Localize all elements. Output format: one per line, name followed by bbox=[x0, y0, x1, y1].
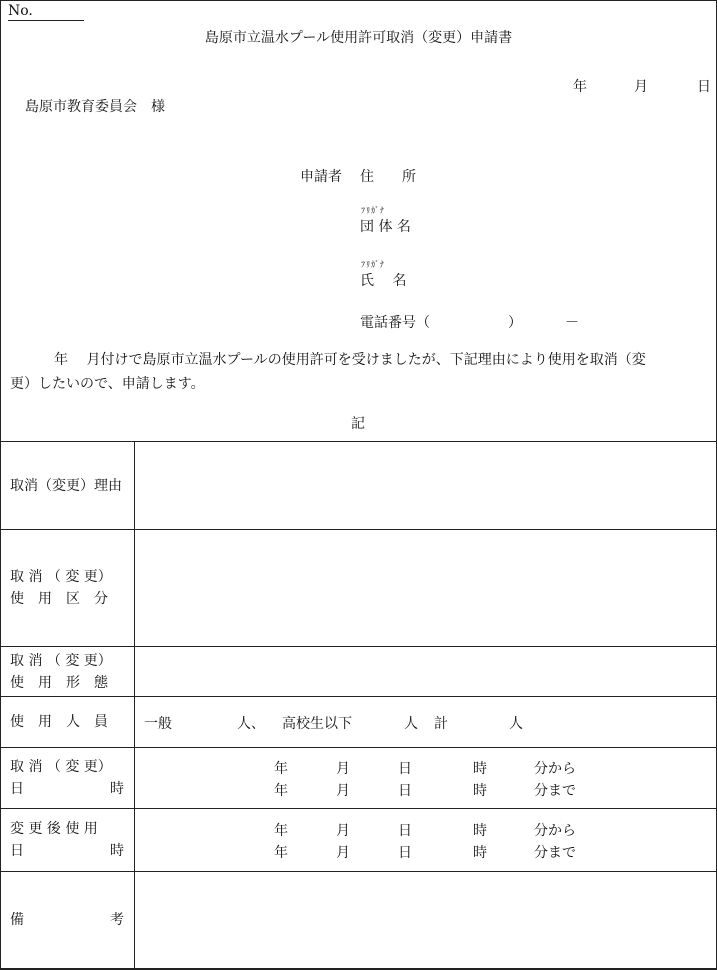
cancel-datetime-label-hour: 時 bbox=[110, 781, 124, 797]
after-from-day: 日 bbox=[398, 823, 412, 839]
table-row-cancel-datetime bbox=[0, 748, 717, 809]
application-table bbox=[0, 441, 717, 969]
people-total: 計 bbox=[434, 716, 448, 732]
people-general: 一般 bbox=[144, 716, 172, 732]
after-to-month: 月 bbox=[336, 845, 350, 861]
cancel-from-year: 年 bbox=[274, 761, 288, 777]
remarks-label-cell bbox=[0, 872, 135, 969]
after-to-day: 日 bbox=[398, 845, 412, 861]
table-row-remarks bbox=[0, 872, 717, 969]
reason-input-cell[interactable] bbox=[135, 442, 717, 530]
group-name-label: 団 体 名 bbox=[360, 219, 411, 235]
category-label-cell bbox=[0, 530, 135, 647]
ki-heading: 記 bbox=[351, 416, 365, 432]
people-label-cell bbox=[0, 697, 135, 748]
date-month: 月 bbox=[634, 79, 648, 95]
people-highschool: 高校生以下 bbox=[282, 716, 352, 732]
name-label: 氏 名 bbox=[360, 273, 407, 289]
category-label-2: 使 用 区 分 bbox=[10, 591, 108, 607]
after-datetime-label-1: 変 更 後 使 用 bbox=[10, 821, 98, 837]
group-ruby: ﾌﾘｶﾞﾅ bbox=[361, 206, 385, 215]
remarks-input-cell[interactable] bbox=[135, 872, 717, 969]
category-input-cell[interactable] bbox=[135, 530, 717, 647]
table-row-people bbox=[0, 697, 717, 748]
after-datetime-label-cell bbox=[0, 809, 135, 872]
people-label: 使 用 人 員 bbox=[10, 714, 108, 730]
table-row-reason bbox=[0, 442, 717, 530]
after-datetime-input-cell[interactable] bbox=[135, 809, 717, 872]
number-field[interactable] bbox=[8, 3, 84, 21]
address-label: 住 所 bbox=[360, 169, 416, 185]
after-datetime-label-day: 日 bbox=[10, 843, 24, 859]
category-label-1: 取 消 （ 変 更） bbox=[10, 569, 112, 585]
name-ruby: ﾌﾘｶﾞﾅ bbox=[361, 260, 385, 269]
date-day: 日 bbox=[697, 79, 711, 95]
cancel-datetime-label-day: 日 bbox=[10, 781, 24, 797]
phone-dash: － bbox=[565, 315, 579, 331]
cancel-to-year: 年 bbox=[274, 783, 288, 799]
people-unit-2: 人 bbox=[404, 716, 418, 732]
page-title: 島原市立温水プール使用許可取消（変更）申請書 bbox=[204, 30, 513, 46]
table-row-form bbox=[0, 647, 717, 697]
cancel-from-minute: 分から bbox=[534, 761, 576, 777]
after-from-hour: 時 bbox=[473, 823, 487, 839]
after-from-month: 月 bbox=[336, 823, 350, 839]
cancel-datetime-input-cell[interactable] bbox=[135, 748, 717, 809]
addressee: 島原市教育委員会 様 bbox=[25, 99, 165, 115]
cancel-datetime-label-2 bbox=[0, 778, 134, 800]
cancel-to-day: 日 bbox=[398, 783, 412, 799]
after-datetime-label-2 bbox=[0, 840, 134, 862]
people-input-cell[interactable] bbox=[135, 697, 717, 748]
body-line-1: 年 月付けで島原市立温水プールの使用許可を受けましたが、下記理由により使用を取消（変 bbox=[40, 352, 646, 368]
phone-close: ） bbox=[508, 315, 522, 331]
date-year: 年 bbox=[573, 79, 587, 95]
after-to-year: 年 bbox=[274, 845, 288, 861]
remarks-label-b: 考 bbox=[110, 912, 124, 928]
table-row-after-datetime bbox=[0, 809, 717, 872]
number-label: No. bbox=[8, 3, 33, 19]
cancel-from-month: 月 bbox=[336, 761, 350, 777]
body-line-2: 更）したいので、申請します。 bbox=[10, 376, 205, 392]
form-label-cell bbox=[0, 647, 135, 697]
remarks-label-a: 備 bbox=[10, 912, 24, 928]
after-to-hour: 時 bbox=[473, 845, 487, 861]
cancel-datetime-label-cell bbox=[0, 748, 135, 809]
people-unit-1: 人、 bbox=[237, 716, 265, 732]
applicant-label: 申請者 bbox=[300, 169, 342, 185]
form-label-2: 使 用 形 態 bbox=[10, 674, 108, 691]
cancel-from-hour: 時 bbox=[473, 761, 487, 777]
reason-label: 取消（変更）理由 bbox=[10, 477, 122, 494]
after-from-year: 年 bbox=[274, 823, 288, 839]
after-datetime-label-hour: 時 bbox=[110, 843, 124, 859]
form-input-cell[interactable] bbox=[135, 647, 717, 697]
cancel-datetime-label-1: 取 消 （ 変 更） bbox=[10, 759, 112, 775]
phone-label: 電話番号（ bbox=[360, 315, 430, 331]
cancel-to-month: 月 bbox=[336, 783, 350, 799]
after-from-minute: 分から bbox=[534, 823, 576, 839]
table-row-category bbox=[0, 530, 717, 647]
reason-label-cell bbox=[0, 442, 135, 530]
cancel-from-day: 日 bbox=[398, 761, 412, 777]
form-label-1: 取 消 （ 変 更） bbox=[10, 652, 112, 669]
after-to-minute: 分まで bbox=[534, 845, 576, 861]
remarks-label bbox=[0, 909, 134, 931]
cancel-to-hour: 時 bbox=[473, 783, 487, 799]
people-unit-3: 人 bbox=[509, 716, 523, 732]
cancel-to-minute: 分まで bbox=[534, 783, 576, 799]
